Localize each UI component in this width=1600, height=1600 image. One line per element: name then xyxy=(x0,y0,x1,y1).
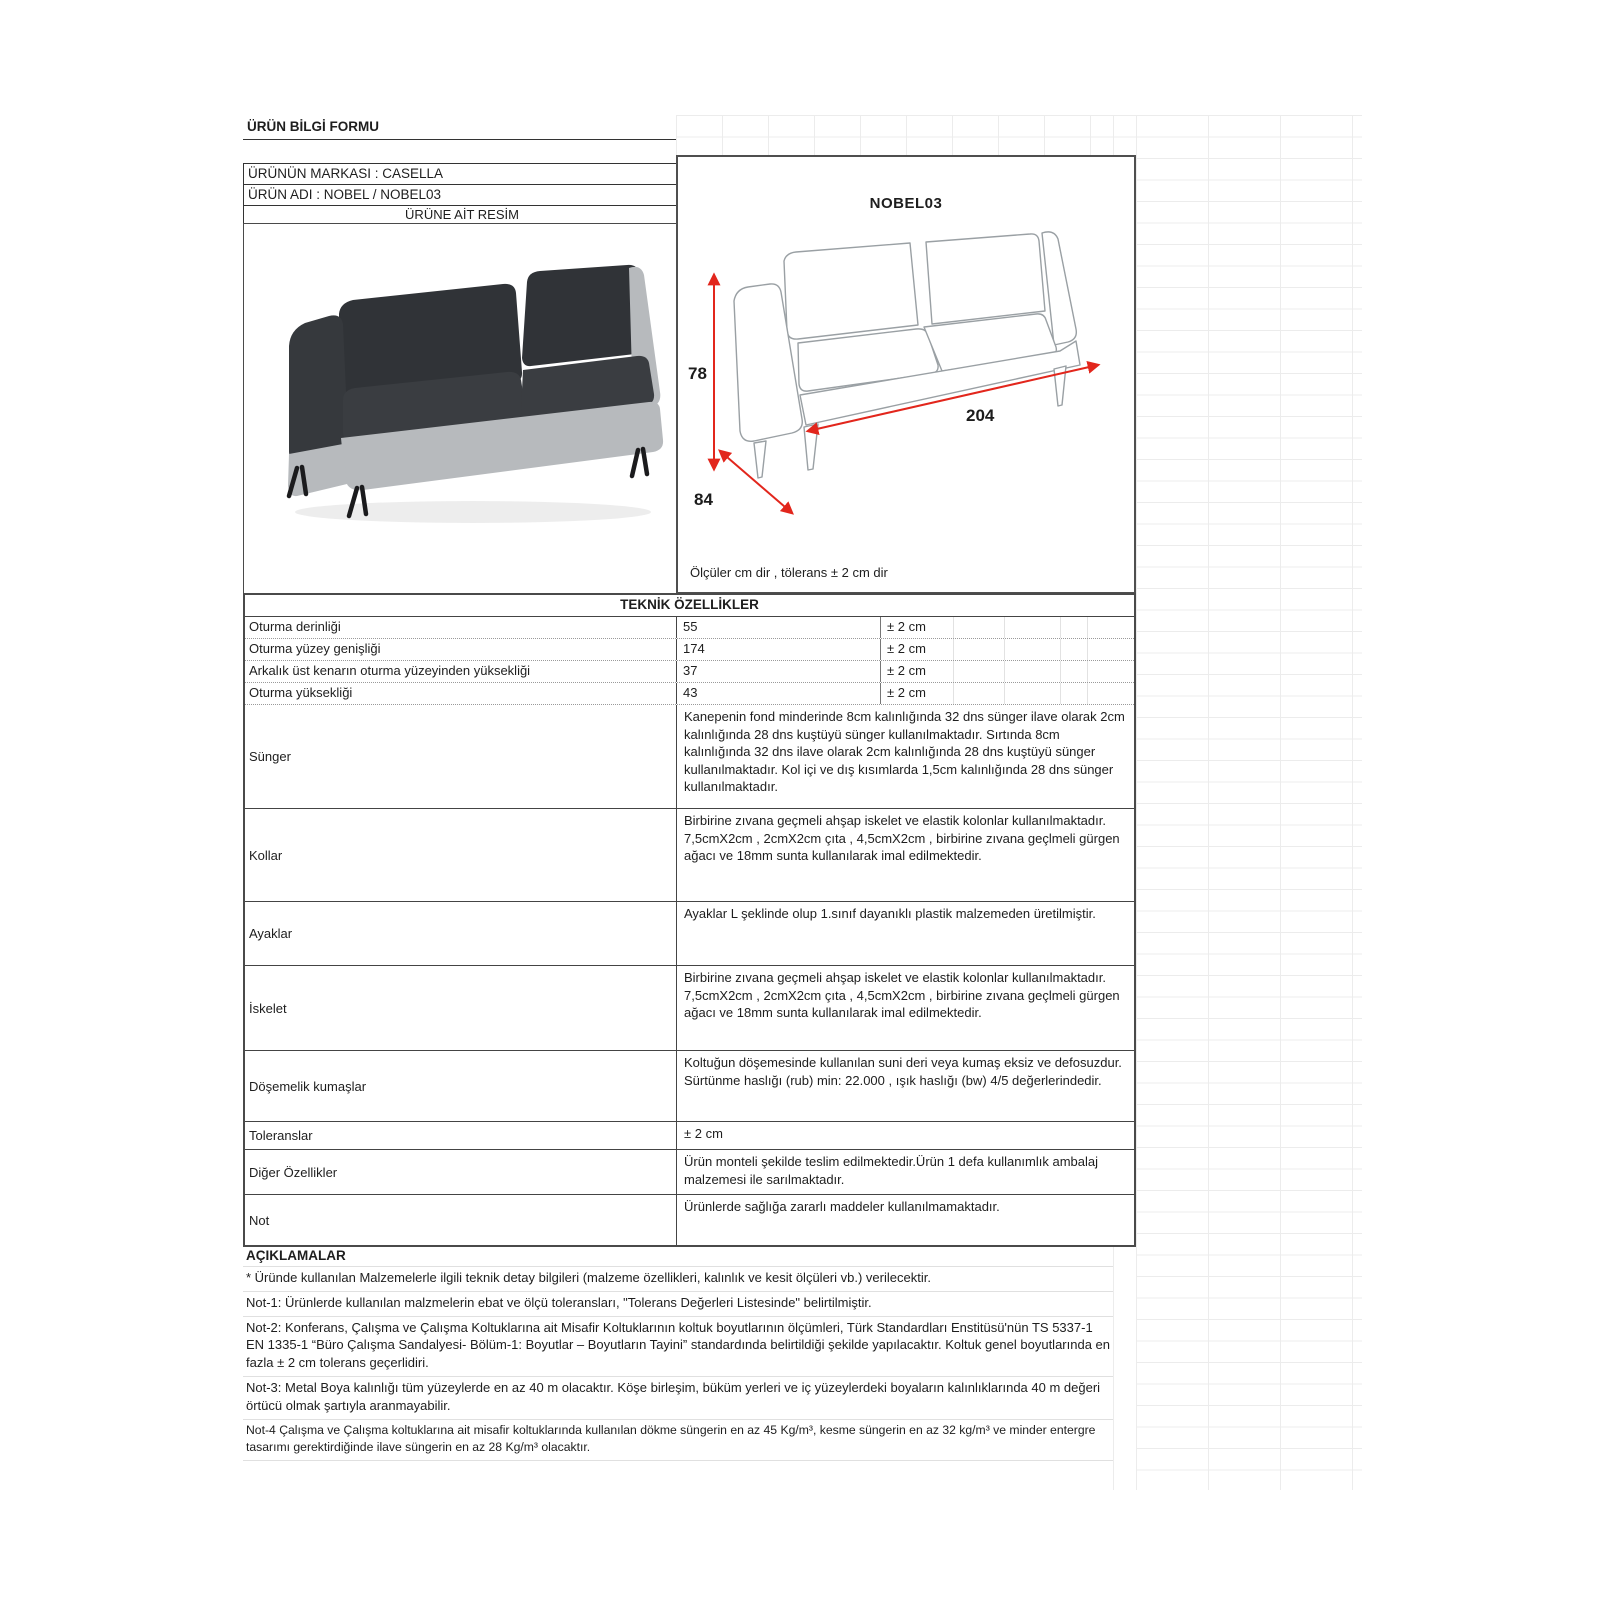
table-row xyxy=(245,705,1134,809)
form-title: ÜRÜN BİLGİ FORMU xyxy=(243,115,676,140)
empty-cell xyxy=(1004,661,1060,682)
spec-label: Oturma yüzey genişliği xyxy=(245,639,677,660)
empty-cell xyxy=(1060,661,1087,682)
table-row xyxy=(245,617,1134,639)
explanations-title: AÇIKLAMALAR xyxy=(243,1236,1113,1267)
spreadsheet-grid-top xyxy=(676,115,1136,155)
empty-cell xyxy=(1087,639,1134,660)
product-photo-cell xyxy=(243,223,677,594)
model-name: NOBEL03 xyxy=(869,195,943,212)
empty-cell xyxy=(953,617,1004,638)
spec-tolerance: ± 2 cm xyxy=(887,619,926,634)
dimension-diagram-cell xyxy=(676,155,1136,594)
empty-cell xyxy=(953,639,1004,660)
spec-label: Arkalık üst kenarın oturma yüzeyinden yüksekliği xyxy=(245,661,677,682)
empty-cell xyxy=(1060,617,1087,638)
sofa-photo-image xyxy=(245,224,675,592)
explanation-item: Not-3: Metal Boya kalınlığı tüm yüzeylerde en az 40 m olacaktır. Köşe birleşim, büküm yerleri ve iç yüzeylerdeki boyaların kalınlıklarında 40 m değeri örtücü olmak şartıyla aranmayabilir. xyxy=(243,1377,1113,1420)
empty-cell xyxy=(1060,683,1087,704)
table-row xyxy=(245,1122,1134,1150)
table-row xyxy=(245,902,1134,966)
spec-value: 43 xyxy=(677,683,881,704)
explanation-item: Not-2: Konferans, Çalışma ve Çalışma Koltuklarına ait Misafir Koltuklarının koltuk boyutlarının ölçümleri, Türk Standardları Enstitüsü'nün TS 5337-1 EN 1335-1 “Büro Çalışma Sandalyesi- Bölüm-1: Boyutlar – Boyutların Tayini” standardında belirtildiği şekilde yapılacaktır. Koltuk genel boyutlarında en fazla ± 2 cm tolerans geçerlidiri. xyxy=(243,1317,1113,1377)
specs-section-title: TEKNİK ÖZELLİKLER xyxy=(245,595,1134,617)
explanation-item: Not-1: Ürünlerde kullanılan malzmelerin ebat ve ölçü toleransları, "Tolerans Değerleri Listesinde" belirtilmiştir. xyxy=(243,1292,1113,1317)
depth-dimension-label: 84 xyxy=(694,490,713,509)
explanation-item: Not-4 Çalışma ve Çalışma koltuklarına ait misafir koltuklarında kullanılan dökme süngerin en az 45 Kg/m³, kesme süngerin en az 32 kg/m³ ve minder entergre tasarımı gerektirdiğinde ilave süngerin en az 28 Kg/m³ olacaktır. xyxy=(243,1420,1113,1461)
left-arm xyxy=(289,315,348,464)
empty-cell xyxy=(1004,639,1060,660)
spec-description: Birbirine zıvana geçmeli ahşap iskelet ve elastik kolonlar kullanılmaktadır. 7,5cmX2cm , 2cmX2cm çıta , 4,5cmX2cm , birbirine zıvana geçlmeli gürgen ağacı ve 18mm sunta kullanılarak imal edilmektedir. xyxy=(684,970,1120,1021)
empty-cell xyxy=(1087,683,1134,704)
image-section-label: ÜRÜNE AİT RESİM xyxy=(243,206,677,224)
spec-label: Not xyxy=(245,1195,677,1245)
spec-label: İskelet xyxy=(245,966,677,1050)
back-cushion-right xyxy=(522,265,645,366)
outline-back-cushion-right xyxy=(926,234,1045,324)
spec-label: Toleranslar xyxy=(245,1122,677,1149)
table-row xyxy=(245,966,1134,1051)
height-dimension-label: 78 xyxy=(688,364,707,383)
spec-tolerance: ± 2 cm xyxy=(887,685,926,700)
spec-description: Kanepenin fond minderinde 8cm kalınlığında 32 dns sünger ilave olarak 2cm kalınlığında 28 dns kuştüyü sünger kullanılmaktadır. Sırtında 8cm kalınlığında 32 dns ilave olarak 2cm kalınlığında 28 dns kuştüyü sünger kullanılmaktadır. Kol içi ve dış kısımlarda 1,5cm kalınlığında 28 dns sünger kullanılmaktadır. xyxy=(684,709,1125,795)
empty-cell xyxy=(953,661,1004,682)
product-identity-box xyxy=(243,163,677,224)
spec-description: Ürünlerde sağlığa zararlı maddeler kullanılmamaktadır. xyxy=(684,1199,1000,1214)
table-row xyxy=(245,639,1134,661)
empty-cell xyxy=(1087,617,1134,638)
spec-value: 174 xyxy=(677,639,881,660)
spec-description: Ayaklar L şeklinde olup 1.sınıf dayanıklı plastik malzemeden üretilmiştir. xyxy=(684,906,1096,921)
width-dimension-label: 204 xyxy=(966,406,995,425)
dimension-note: Ölçüler cm dir , tölerans ± 2 cm dir xyxy=(690,565,888,580)
table-row xyxy=(245,683,1134,705)
spec-description: Ürün monteli şekilde teslim edilmektedir.Ürün 1 defa kullanımlık ambalaj malzemesi ile sarılmaktadır. xyxy=(684,1154,1099,1187)
table-row xyxy=(245,1051,1134,1122)
product-name-line: ÜRÜN ADI : NOBEL / NOBEL03 xyxy=(243,185,677,206)
spec-label: Diğer Özellikler xyxy=(245,1150,677,1194)
explanation-item: * Üründe kullanılan Malzemelerle ilgili teknik detay bilgileri (malzeme özellikleri, kalınlık ve kesit ölçüleri vb.) verilecektir. xyxy=(243,1267,1113,1292)
table-row xyxy=(245,809,1134,902)
spec-label: Döşemelik kumaşlar xyxy=(245,1051,677,1121)
technical-specs-table xyxy=(243,593,1136,1247)
spec-description: ± 2 cm xyxy=(684,1126,723,1141)
empty-cell xyxy=(1060,639,1087,660)
spec-description: Koltuğun döşemesinde kullanılan suni deri veya kumaş eksiz ve defosuzdur. Sürtünme haslığı (rub) min: 22.000 , ışık haslığı (bw) 4/5 değerlerindedir. xyxy=(684,1055,1122,1088)
dimension-diagram xyxy=(680,223,1136,533)
spec-label: Oturma derinliği xyxy=(245,617,677,638)
empty-cell xyxy=(1004,683,1060,704)
brand-line: ÜRÜNÜN MARKASI : CASELLA xyxy=(243,164,677,185)
spec-value: 37 xyxy=(677,661,881,682)
sofa-outline-drawing xyxy=(734,232,1080,478)
spec-label: Ayaklar xyxy=(245,902,677,965)
outline-back-cushion-left xyxy=(784,243,918,339)
spreadsheet-grid-right xyxy=(1136,115,1362,1490)
spec-value: 55 xyxy=(677,617,881,638)
spec-label: Oturma yüksekliği xyxy=(245,683,677,704)
explanations-section xyxy=(243,1236,1113,1461)
empty-cell xyxy=(1087,661,1134,682)
empty-cell xyxy=(953,683,1004,704)
empty-cell xyxy=(1004,617,1060,638)
spec-description: Birbirine zıvana geçmeli ahşap iskelet ve elastik kolonlar kullanılmaktadır. 7,5cmX2cm , 2cmX2cm çıta , 4,5cmX2cm , birbirine zıvana geçlmeli gürgen ağacı ve 18mm sunta kullanılarak imal edilmektedir. xyxy=(684,813,1120,864)
spec-tolerance: ± 2 cm xyxy=(887,641,926,656)
table-row xyxy=(245,661,1134,683)
spec-label: Kollar xyxy=(245,809,677,901)
table-row xyxy=(245,1150,1134,1195)
spec-label: Sünger xyxy=(245,705,677,808)
spec-tolerance: ± 2 cm xyxy=(887,663,926,678)
outline-leg xyxy=(754,441,766,478)
